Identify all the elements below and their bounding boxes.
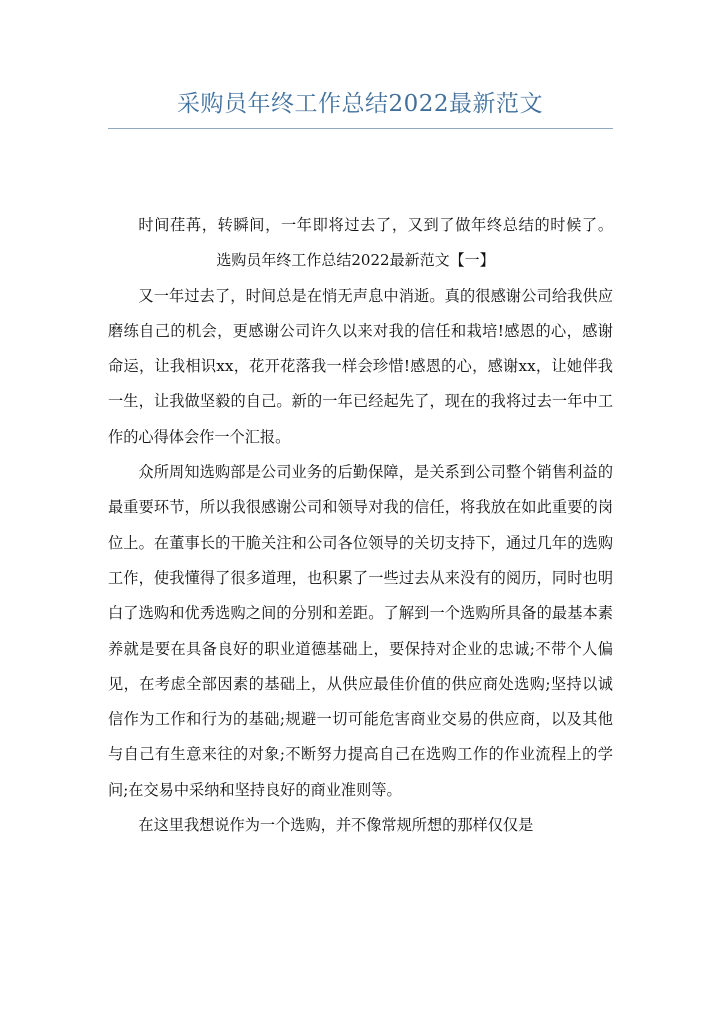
intro-text: 时间荏苒，转瞬间，一年即将过去了，又到了做年终总结的时候了。 (138, 216, 613, 234)
document-body (108, 208, 613, 843)
body-paragraph-3: 在这里我想说作为一个选购，并不像常规所想的那样仅仅是 (138, 816, 534, 835)
body-paragraph-1: 又一年过去了，时间总是在悄无声息中消逝。真的很感谢公司给我供应磨练自己的机会，更感谢公司许久以来对我的信任和栽培!感恩的心，感谢命运，让我相识xx，花开花落我一样会珍惜!感恩的心，感谢xx，让她伴我一生，让我做坚毅的自己。新的一年已经起先了，现在的我将过去一年中工作的心得体会作一个汇报。 (108, 286, 613, 446)
section-heading: 选购员年终工作总结2022最新范文【一】 (216, 251, 495, 270)
intro-paragraph (108, 208, 613, 279)
body-paragraph-2: 众所周知选购部是公司业务的后勤保障，是关系到公司整个销售利益的最重要环节，所以我很感谢公司和领导对我的信任，将我放在如此重要的岗位上。在董事长的干脆关注和公司各位领导的关切支持下，通过几年的选购工作，使我懂得了很多道理，也积累了一些过去从来没有的阅历，同时也明白了选购和优秀选购之间的分别和差距。了解到一个选购所具备的最基本素养就是要在具备良好的职业道德基础上，要保持对企业的忠诚;不带个人偏见，在考虑全部因素的基础上，从供应最佳价值的供应商处选购;坚持以诚信作为工作和行为的基础;规避一切可能危害商业交易的供应商，以及其他与自己有生意来往的对象;不断努力提高自己在选购工作的作业流程上的学问;在交易中采纳和坚持良好的商业准则等。 (108, 463, 613, 799)
document-title: 采购员年终工作总结2022最新范文 (176, 91, 544, 117)
title-divider (108, 128, 613, 129)
